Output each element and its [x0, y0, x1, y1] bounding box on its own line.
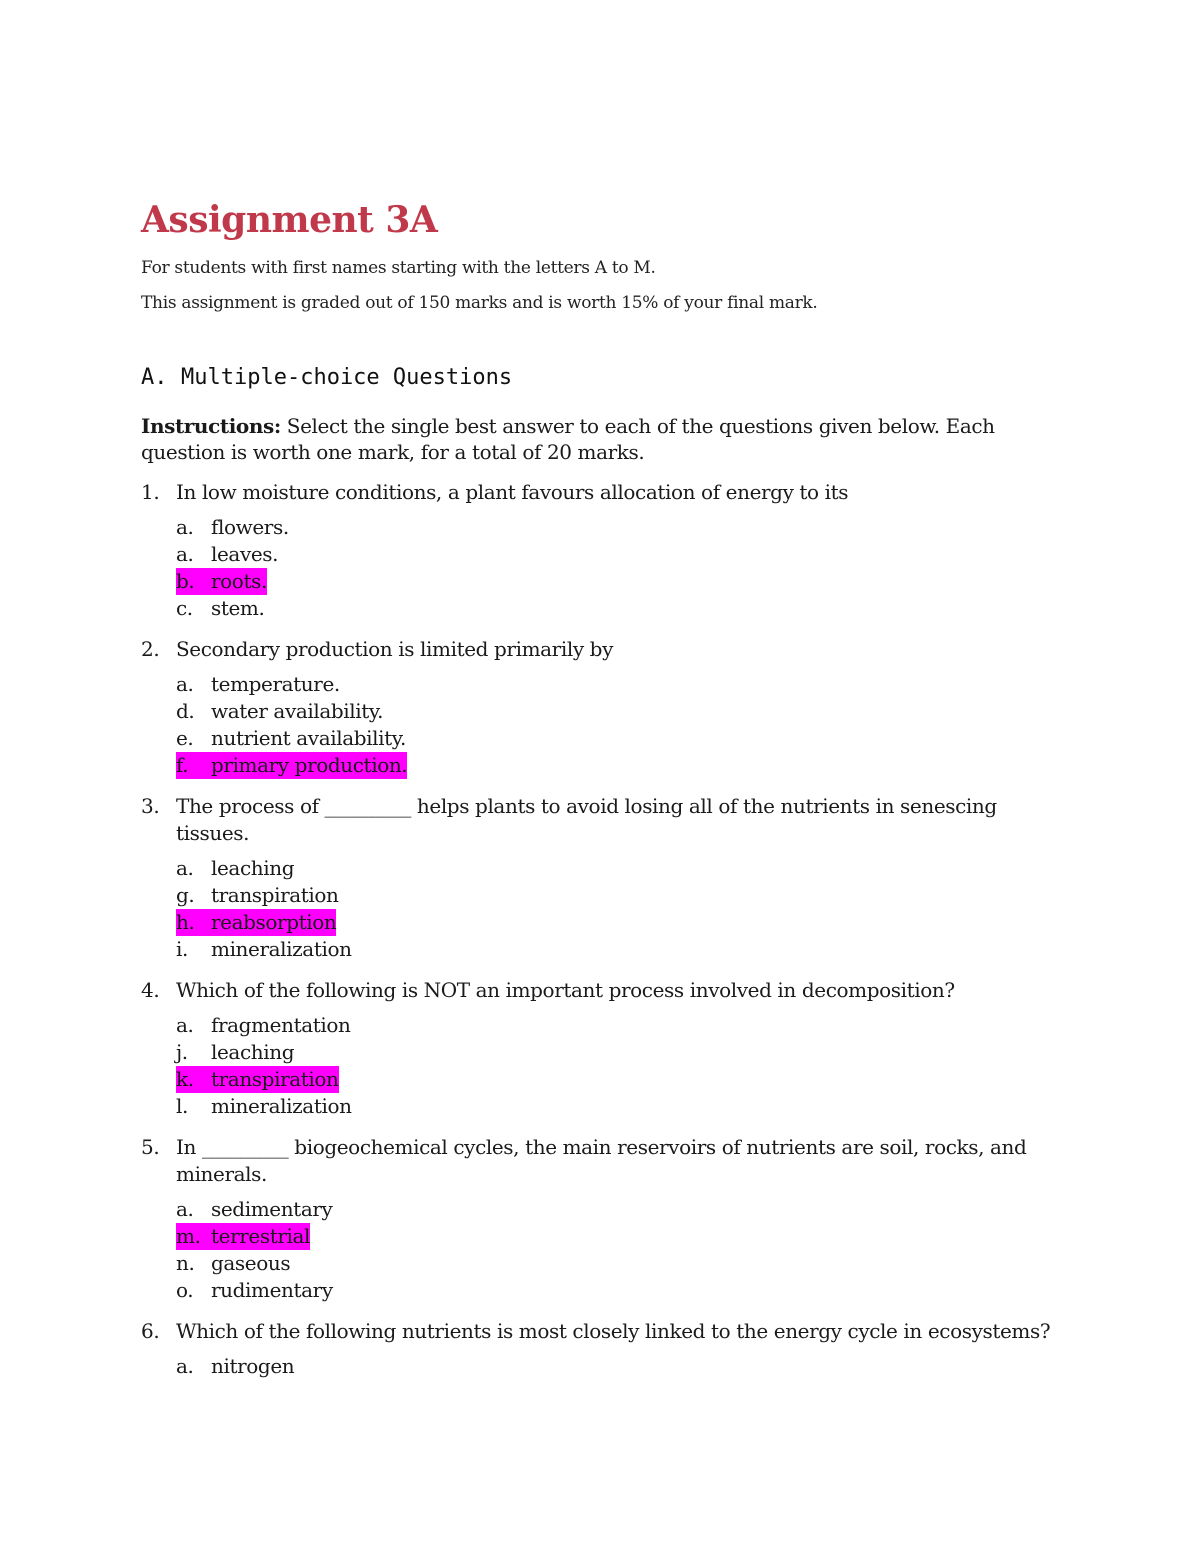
option-letter: j. — [176, 1040, 188, 1064]
question-number: 3. — [141, 794, 160, 818]
option-letter: h. — [176, 910, 195, 934]
answer-option-content — [176, 1223, 310, 1250]
answer-option — [176, 1353, 1071, 1380]
instructions-text: Select the single best answer to each of the questions given below. Each question is worth one mark, for a total of 20 marks. — [141, 414, 995, 464]
answer-option — [176, 1196, 1071, 1223]
option-text: temperature. — [211, 672, 340, 696]
answer-option-content — [176, 1012, 351, 1039]
option-letter: a. — [176, 515, 194, 539]
answer-option-content — [176, 1039, 294, 1066]
option-text: mineralization — [211, 1094, 352, 1118]
answer-option — [176, 514, 1071, 541]
question-number: 1. — [141, 480, 160, 504]
option-letter: o. — [176, 1278, 194, 1302]
question-text: The process of _________ helps plants to avoid losing all of the nutrients in senescing tissues. — [176, 794, 997, 845]
answer-option-highlighted — [176, 1066, 1071, 1093]
option-text: reabsorption — [211, 910, 337, 934]
answer-options — [176, 1353, 1071, 1380]
answer-option-content — [176, 541, 278, 568]
section-letter: A. — [141, 365, 168, 390]
question-text: Which of the following nutrients is most closely linked to the energy cycle in ecosystems? — [176, 1319, 1051, 1343]
answer-option — [176, 936, 1071, 963]
answer-option — [176, 671, 1071, 698]
option-text: primary production. — [211, 753, 408, 777]
answer-options — [176, 671, 1071, 779]
question-number: 6. — [141, 1319, 160, 1343]
question-text: Secondary production is limited primarily by — [176, 637, 613, 661]
option-text: mineralization — [211, 937, 352, 961]
answer-option-highlighted — [176, 909, 1071, 936]
answer-options — [176, 514, 1071, 622]
answer-option — [176, 541, 1071, 568]
option-letter: i. — [176, 937, 188, 961]
question-3 — [141, 793, 1071, 847]
answer-option-content — [176, 725, 406, 752]
question-1 — [141, 479, 1071, 506]
option-letter: n. — [176, 1251, 195, 1275]
intro-eligibility: For students with first names starting with the letters A to M. — [141, 258, 656, 278]
question-4 — [141, 977, 1071, 1004]
answer-option-content — [176, 1353, 294, 1380]
option-text: flowers. — [211, 515, 289, 539]
option-text: terrestrial — [211, 1224, 311, 1248]
question-5 — [141, 1134, 1071, 1188]
answer-option-content — [176, 1196, 332, 1223]
option-letter: d. — [176, 699, 195, 723]
option-letter: a. — [176, 672, 194, 696]
answer-option-content — [176, 595, 264, 622]
option-letter: a. — [176, 1354, 194, 1378]
option-text: nitrogen — [211, 1354, 295, 1378]
answer-option-content — [176, 1277, 333, 1304]
option-letter: a. — [176, 542, 194, 566]
option-text: transpiration — [211, 1067, 339, 1091]
answer-option — [176, 725, 1071, 752]
answer-option-content — [176, 568, 267, 595]
answer-option-highlighted — [176, 568, 1071, 595]
answer-option — [176, 698, 1071, 725]
option-text: gaseous — [211, 1251, 291, 1275]
option-letter: k. — [176, 1067, 194, 1091]
option-text: stem. — [211, 596, 265, 620]
answer-option-highlighted — [176, 752, 1071, 779]
option-letter: a. — [176, 1197, 194, 1221]
option-text: fragmentation — [211, 1013, 351, 1037]
question-number: 5. — [141, 1135, 160, 1159]
answer-option — [176, 1012, 1071, 1039]
question-text: In low moisture conditions, a plant favours allocation of energy to its — [176, 480, 849, 504]
answer-option-content — [176, 698, 383, 725]
question-number: 4. — [141, 978, 160, 1002]
answer-option-content — [176, 909, 336, 936]
option-text: nutrient availability. — [211, 726, 406, 750]
answer-option — [176, 595, 1071, 622]
option-text: roots. — [211, 569, 267, 593]
answer-option — [176, 1277, 1071, 1304]
option-text: sedimentary — [211, 1197, 333, 1221]
question-number: 2. — [141, 637, 160, 661]
answer-option — [176, 1093, 1071, 1120]
option-letter: m. — [176, 1224, 201, 1248]
option-letter: g. — [176, 883, 195, 907]
question-text: In _________ biogeochemical cycles, the main reservoirs of nutrients are soil, rocks, and minerals. — [176, 1135, 1027, 1186]
instructions-label: Instructions: — [141, 414, 281, 438]
option-letter: b. — [176, 569, 195, 593]
intro-grading: This assignment is graded out of 150 marks and is worth 15% of your final mark. — [141, 293, 818, 313]
section-heading — [141, 363, 1071, 393]
answer-option-content — [176, 514, 289, 541]
answer-option — [176, 1039, 1071, 1066]
question-6 — [141, 1318, 1071, 1345]
answer-option — [176, 882, 1071, 909]
answer-options — [176, 855, 1071, 963]
option-letter: l. — [176, 1094, 188, 1118]
option-text: transpiration — [211, 883, 339, 907]
question-list — [141, 479, 1071, 1380]
section-title: Multiple-choice Questions — [181, 365, 513, 390]
question-text: Which of the following is NOT an important process involved in decomposition? — [176, 978, 955, 1002]
assignment-title: Assignment 3A — [141, 199, 438, 241]
answer-option — [176, 1250, 1071, 1277]
option-text: leaching — [211, 1040, 295, 1064]
answer-option-content — [176, 936, 352, 963]
answer-options — [176, 1196, 1071, 1304]
answer-option-content — [176, 1250, 290, 1277]
answer-option-highlighted — [176, 1223, 1071, 1250]
answer-option — [176, 855, 1071, 882]
answer-option-content — [176, 1066, 339, 1093]
option-letter: a. — [176, 856, 194, 880]
answer-option-content — [176, 752, 407, 779]
answer-options — [176, 1012, 1071, 1120]
option-letter: c. — [176, 596, 193, 620]
document-page — [141, 198, 1071, 1380]
option-letter: f. — [176, 753, 189, 777]
option-text: leaching — [211, 856, 295, 880]
option-text: rudimentary — [211, 1278, 333, 1302]
option-text: leaves. — [211, 542, 279, 566]
question-2 — [141, 636, 1071, 663]
option-text: water availability. — [211, 699, 384, 723]
answer-option-content — [176, 855, 294, 882]
option-letter: a. — [176, 1013, 194, 1037]
instructions — [141, 413, 1071, 465]
answer-option-content — [176, 671, 340, 698]
answer-option-content — [176, 1093, 352, 1120]
answer-option-content — [176, 882, 339, 909]
option-letter: e. — [176, 726, 194, 750]
